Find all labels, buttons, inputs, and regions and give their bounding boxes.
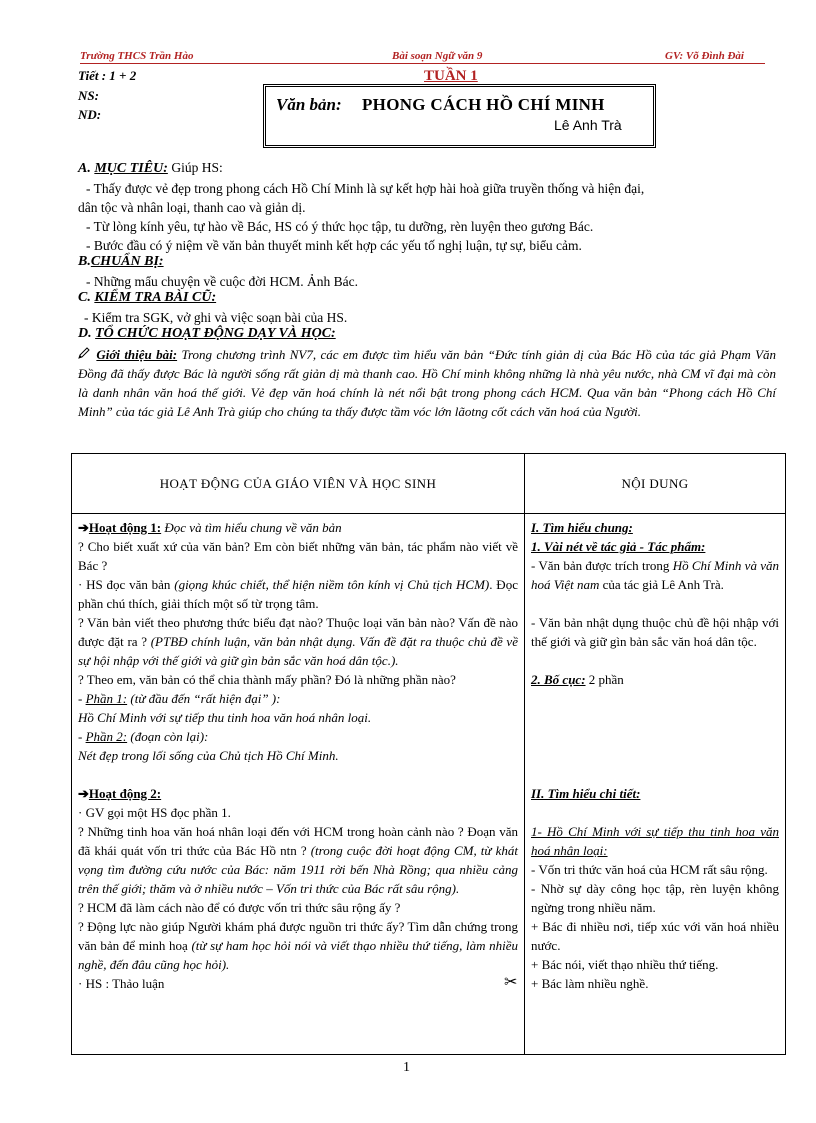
- section-d-title: TỔ CHỨC HOẠT ĐỘNG DẠY VÀ HỌC:: [95, 326, 336, 341]
- content-line: [531, 670, 779, 689]
- content-subheading: 1. Vài nét về tác giả - Tác phẩm:: [531, 539, 706, 554]
- section-d-heading: [78, 326, 336, 342]
- part-2: - Phần 2: (đoạn còn lại):: [78, 729, 209, 744]
- question-text: ? Những tinh hoa văn hoá nhân loại đến với HCM trong hoàn cảnh nào ? Đoạn văn đã khái quát vốn tri thức của Bác Hồ ntn ?: [78, 824, 518, 858]
- section-c-prefix: C.: [78, 290, 95, 305]
- activity-1-text: Đọc và tìm hiểu chung về văn bản: [161, 520, 342, 535]
- section-c-title: KIỂM TRA BÀI CŨ:: [94, 290, 217, 305]
- intro-label: Giới thiệu bài:: [96, 347, 178, 362]
- section-d-prefix: D.: [78, 326, 96, 341]
- scissors-icon: ✂: [504, 974, 518, 991]
- part-2-range: (đoạn còn lại):: [127, 729, 209, 744]
- question: [78, 575, 518, 613]
- section-a-prefix: A.: [78, 161, 95, 176]
- content-line: - Vốn tri thức văn hoá của HCM rất sâu rộng.: [531, 862, 768, 877]
- content-text: - Văn bản được trích trong: [531, 558, 673, 573]
- intro-text: Trong chương trình NV7, các em được tìm hiểu văn bản “Đức tính giản dị của Bác Hồ của tác giả Phạm Văn Đồng đã thấy được Bác là người sống rất giản dị mà thanh cao. Hồ Chí minh không những là nhà yêu nước, nhà CM vĩ đại mà còn là danh nhân văn hoá thế giới. Vẻ đẹp văn hoá chính là nét nổi bật trong phong cách HCM. Qua văn bản “Phong cách Hồ Chí Minh” của tác giả Lê Anh Trà giúp cho chúng ta thấy được tầm vóc lớn lãotng cốt cách văn hoá của Người.: [78, 347, 777, 419]
- page-number: 1: [403, 1060, 410, 1075]
- part-1-text: Hồ Chí Minh với sự tiếp thu tinh hoa văn hoá nhân loại.: [78, 710, 372, 725]
- author-name: Lê Anh Trà: [554, 117, 622, 133]
- table-header-row: [72, 454, 786, 514]
- question: · GV gọi một HS đọc phần 1.: [78, 805, 231, 820]
- part-2-label: Phần 2:: [85, 729, 128, 744]
- header-school: Trường THCS Trần Hào: [80, 50, 194, 62]
- content-line: + Bác đi nhiều nơi, tiếp xúc với văn hoá nhiều nước.: [531, 919, 779, 953]
- question: [78, 822, 518, 898]
- question-text: ? Động lực nào giúp Người khám phá được nguồn tri thức ấy? Tìm dẫn chứng trong văn bản để minh hoạ: [78, 919, 518, 953]
- column-header: HOẠT ĐỘNG CỦA GIÁO VIÊN VÀ HỌC SINH: [72, 454, 525, 514]
- part-1: - Phần 1: (từ đầu đến “rất hiện đại” ):: [78, 691, 281, 706]
- question-text: · HS đọc văn bản: [78, 577, 175, 592]
- question: ? Cho biết xuất xứ của văn bản? Em còn biết những văn bản, tác phẩm nào viết về Bác ?: [78, 539, 518, 573]
- header-divider: [80, 63, 765, 64]
- content-source: Hồ Chí Minh và văn hoá Việt nam: [531, 558, 779, 592]
- objective-line: - Thấy được vẻ đẹp trong phong cách Hồ Chí Minh là sự kết hợp hài hoà giữa truyền thống và hiện đại,: [86, 181, 645, 196]
- question: · HS : Thảo luận: [78, 976, 165, 991]
- arrow-icon: ➔: [78, 786, 89, 801]
- question-text: . Đọc phần chú thích, giải thích một số từ trọng tâm.: [78, 577, 518, 611]
- content-subheading: 1- Hồ Chí Minh với sự tiếp thu tinh hoa văn hoá nhân loại:: [531, 824, 779, 858]
- title-label: Văn bản:: [276, 95, 342, 114]
- structure-label: 2. Bố cục:: [531, 672, 586, 687]
- section-b-heading: [78, 254, 164, 270]
- content-line: [531, 556, 779, 594]
- question: [78, 917, 518, 974]
- question-note: (PTBĐ chính luận, văn bản nhật dụng. Vấn đề đặt ra thuộc chủ đề về sự hội nhập với thế giới và giữ gìn bản sắc văn hoá dân tộc.).: [78, 634, 518, 668]
- part-1-label: Phần 1:: [85, 691, 128, 706]
- question-text: ? Văn bản viết theo phương thức biểu đạt nào? Thuộc loại văn bản nào? Vấn đề nào được đặt ra ?: [78, 615, 518, 649]
- column-header: NỘI DUNG: [525, 454, 786, 514]
- structure-text: 2 phần: [585, 672, 624, 687]
- content-heading: I. Tìm hiểu chung:: [531, 520, 633, 535]
- nd-label: ND:: [78, 107, 102, 122]
- question: [78, 613, 518, 670]
- part-2-text: Nét đẹp trong lối sống của Chủ tịch Hồ Chí Minh.: [78, 748, 339, 763]
- header-teacher: GV: Võ Đình Đài: [665, 50, 744, 62]
- title-box: [263, 84, 656, 148]
- section-b-title: CHUẨN BỊ:: [90, 254, 164, 269]
- section-c-heading: [78, 290, 216, 306]
- content-text: của tác giả Lê Anh Trà.: [599, 577, 724, 592]
- prep-line: - Những mẩu chuyện về cuộc đời HCM. Ảnh Bác.: [86, 274, 359, 289]
- content-line: + Bác làm nhiều nghề.: [531, 976, 649, 991]
- question-note: (trong cuộc đời hoạt động CM, từ khát vọng tìm đường cứu nước của Bác: năm 1911 rời bến Nhà Rồng; qua nhiều cảng trên thế giới; thăm và ở nhiều nước – Vốn tri thức của Bác rất sâu rộng).: [78, 843, 518, 896]
- week-title: TUẦN 1: [424, 68, 478, 84]
- question: ? HCM đã làm cách nào để có được vốn tri thức sâu rộng ấy ?: [78, 900, 401, 915]
- arrow-icon: ➔: [78, 520, 89, 535]
- question-note: (từ sự ham học hỏi nói và viết thạo nhiều thứ tiếng, làm nhiều nghề, đến đâu cũng học hỏi).: [78, 938, 518, 972]
- activities-cell: [72, 514, 525, 1055]
- pencil-icon: [78, 345, 92, 364]
- content-line: - Nhờ sự dày công học tập, rèn luyện không ngừng trong nhiều năm.: [531, 881, 779, 915]
- table-row: [72, 514, 786, 1055]
- objective-line: - Bước đầu có ý niệm về văn bản thuyết minh kết hợp các yếu tố nghị luận, tự sự, biểu cảm.: [86, 238, 582, 253]
- question-note: (giọng khúc chiết, thể hiện niềm tôn kính vị Chủ tịch HCM): [174, 577, 490, 592]
- question: ? Theo em, văn bản có thể chia thành mấy phần? Đó là những phần nào?: [78, 672, 456, 687]
- section-a-title: MỤC TIÊU:: [94, 161, 168, 176]
- activity-table: [71, 453, 786, 1055]
- page-title: PHONG CÁCH HỒ CHÍ MINH: [362, 95, 605, 114]
- content-cell: [525, 514, 786, 1055]
- section-a-lead: Giúp HS:: [171, 160, 223, 175]
- content-line: - Văn bản nhật dụng thuộc chủ đề hội nhập với thế giới và giữ gìn bản sắc văn hoá dân tộc.: [531, 615, 779, 649]
- lesson-number: Tiết : 1 + 2: [78, 68, 137, 83]
- activity-2-label: Hoạt động 2:: [88, 786, 162, 801]
- section-a-heading: [78, 160, 223, 177]
- content-heading: II. Tìm hiểu chi tiết:: [531, 786, 641, 801]
- objective-line: dân tộc và nhân loại, thanh cao và giản dị.: [78, 200, 306, 215]
- ns-label: NS:: [78, 88, 99, 103]
- content-line: + Bác nói, viết thạo nhiều thứ tiếng.: [531, 957, 719, 972]
- check-line: - Kiểm tra SGK, vở ghi và việc soạn bài của HS.: [84, 310, 348, 325]
- intro-paragraph: [78, 345, 776, 421]
- activity-1-label: Hoạt động 1:: [88, 520, 162, 535]
- part-1-range: (từ đầu đến “rất hiện đại” ):: [127, 691, 281, 706]
- section-b-prefix: B.: [78, 254, 91, 269]
- header-subject: Bài soạn Ngữ văn 9: [392, 50, 483, 62]
- objective-line: - Từ lòng kính yêu, tự hào về Bác, HS có ý thức học tập, tu dưỡng, rèn luyện theo gương Bác.: [86, 219, 594, 234]
